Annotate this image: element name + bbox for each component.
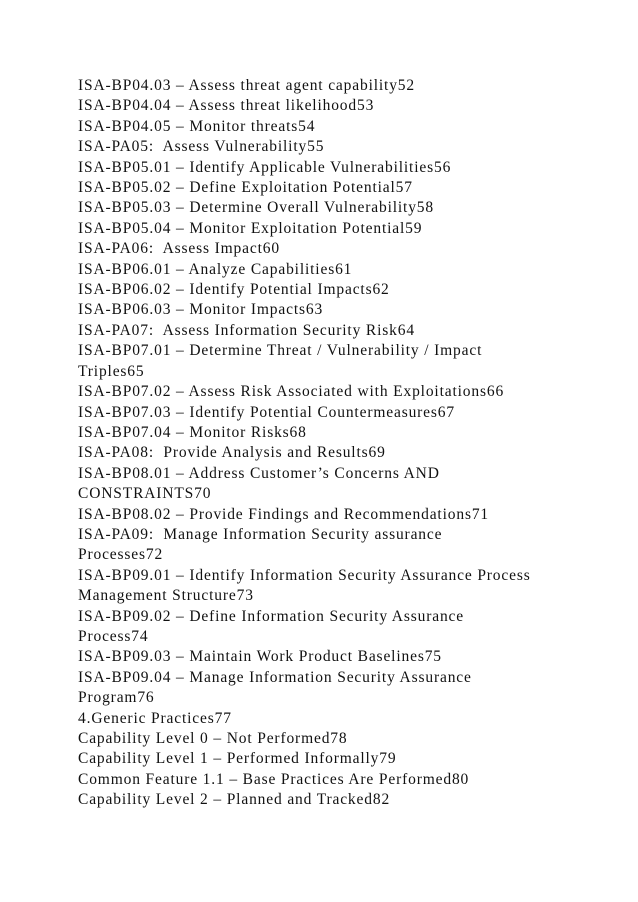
toc-line: ISA-BP06.02 – Identify Potential Impacts62 (78, 281, 390, 299)
toc-line: Management Structure73 (78, 587, 254, 605)
toc-line: 4.Generic Practices77 (78, 709, 232, 727)
toc-line: ISA-BP08.01 – Address Customer’s Concerns AND (78, 464, 440, 482)
toc-line: ISA-PA08: Provide Analysis and Results69 (78, 444, 386, 462)
toc-line: ISA-PA09: Manage Information Security assurance (78, 525, 443, 543)
toc-line: Capability Level 2 – Planned and Tracked82 (78, 791, 391, 809)
toc-line: Processes72 (78, 546, 164, 564)
toc-line: Capability Level 0 – Not Performed78 (78, 730, 348, 747)
toc-line: ISA-BP07.03 – Identify Potential Countermeasures67 (78, 403, 455, 421)
toc-line: ISA-BP04.04 – Assess threat likelihood53 (78, 97, 375, 115)
toc-line: ISA-BP07.04 – Monitor Risks68 (78, 423, 307, 441)
toc-line: ISA-BP09.03 – Maintain Work Product Baselines75 (78, 648, 442, 666)
toc-line: ISA-BP06.01 – Analyze Capabilities61 (78, 260, 353, 278)
toc-line: ISA-BP05.04 – Monitor Exploitation Potential59 (78, 219, 423, 237)
toc-line: Capability Level 1 – Performed Informally79 (78, 750, 397, 768)
toc-line: ISA-BP09.04 – Manage Information Security Assurance (78, 668, 472, 686)
toc-line: ISA-BP09.01 – Identify Information Security Assurance Process (78, 566, 531, 584)
toc-line: ISA-PA07: Assess Information Security Risk64 (78, 321, 415, 339)
toc-line: Triples65 (78, 362, 145, 380)
table-of-contents (78, 76, 568, 811)
toc-line: ISA-BP04.03 – Assess threat agent capability52 (78, 77, 416, 94)
toc-line: ISA-BP05.01 – Identify Applicable Vulnerabilities56 (78, 158, 452, 176)
toc-line: Program76 (78, 689, 155, 707)
toc-line: ISA-BP04.05 – Monitor threats54 (78, 117, 316, 135)
toc-line: ISA-BP07.01 – Determine Threat / Vulnerability / Impact (78, 342, 483, 360)
toc-line: CONSTRAINTS70 (78, 485, 212, 503)
toc-line: ISA-BP08.02 – Provide Findings and Recommendations71 (78, 505, 490, 523)
toc-line: ISA-PA06: Assess Impact60 (78, 240, 280, 258)
toc-line: ISA-BP07.02 – Assess Risk Associated with Exploitations66 (78, 383, 505, 401)
toc-line: ISA-BP06.03 – Monitor Impacts63 (78, 301, 324, 319)
toc-line: ISA-PA05: Assess Vulnerability55 (78, 138, 325, 156)
toc-line: ISA-BP09.02 – Define Information Security Assurance (78, 607, 465, 625)
toc-line: ISA-BP05.02 – Define Exploitation Potential57 (78, 179, 413, 197)
toc-line: Common Feature 1.1 – Base Practices Are Performed80 (78, 770, 470, 788)
toc-line: Process74 (78, 627, 149, 645)
toc-line: ISA-BP05.03 – Determine Overall Vulnerability58 (78, 199, 434, 217)
